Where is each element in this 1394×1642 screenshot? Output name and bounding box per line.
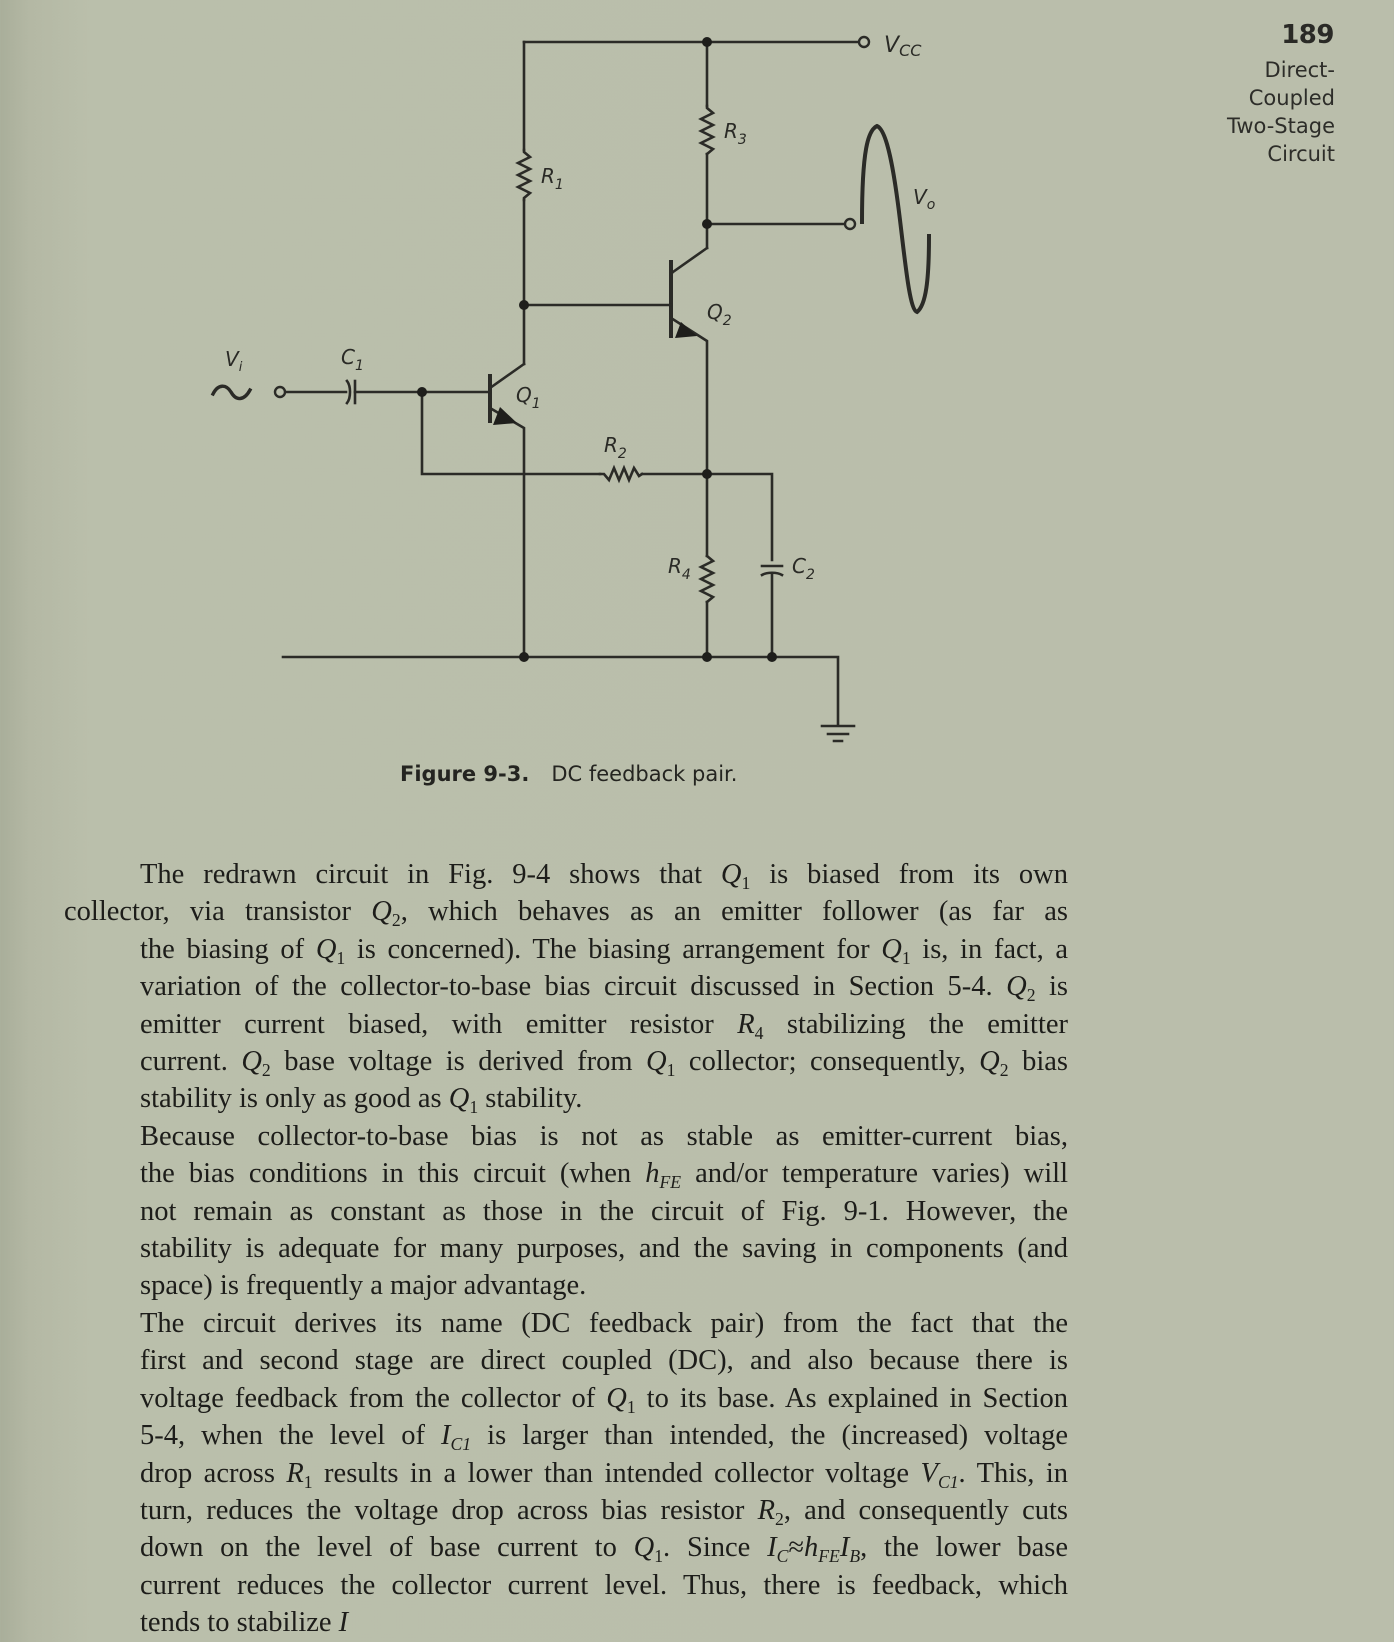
text-line: Because collector-to-base bias is not as stable as emitter-current bias,	[140, 1120, 1068, 1152]
text-line: space) is frequently a major advantage.	[140, 1270, 587, 1302]
paragraph-1	[64, 856, 1068, 1118]
text-line: first and second stage are direct coupled (DC), and also because there is	[140, 1345, 1068, 1377]
running-head-line: Coupled	[1248, 86, 1335, 110]
text-line: the biasing of $Q_1$ is concerned). The biasing arrangement for $Q_1$ is, in fact, a	[140, 933, 1068, 968]
text-line: emitter current biased, with emitter resistor $R_4$ stabilizing the emitter	[140, 1008, 1068, 1043]
text-line: current reduces the collector current level. Thus, there is feedback, which	[140, 1569, 1068, 1601]
c1-label: $C_1$	[341, 345, 364, 374]
junction-dot	[702, 469, 712, 479]
r1-label: $R_1$	[541, 164, 564, 193]
q1-emitter-arrow	[493, 407, 517, 425]
ground-symbol	[822, 726, 854, 741]
text-line: stability is adequate for many purposes, and the saving in components (and	[140, 1233, 1068, 1265]
vi-label: $V_i$	[225, 347, 243, 375]
text-line: drop across $R_1$ results in a lower than intended collector voltage $V_{C1}$. This, in	[140, 1457, 1069, 1492]
q2-collector	[671, 248, 707, 274]
junction-dot	[767, 652, 777, 662]
r2-resistor	[600, 468, 642, 480]
text-line: not remain as constant as those in the circuit of Fig. 9-1. However, the	[140, 1195, 1068, 1227]
text-line: current. $Q_2$ base voltage is derived from $Q_1$ collector; consequently, $Q_2$ bias	[140, 1046, 1068, 1081]
q2-emitter-arrow	[675, 322, 697, 338]
r4-label: $R_4$	[668, 554, 691, 583]
text-line: The redrawn circuit in Fig. 9-4 shows that $Q_1$ is biased from its own	[140, 859, 1068, 894]
text-line: stability is only as good as $Q_1$ stability.	[140, 1083, 583, 1118]
running-head-line: Direct-	[1264, 58, 1335, 82]
text-line: down on the level of base current to $Q_1$. Since $I_C\approx h_{FE}I_B$, the lower base	[140, 1532, 1068, 1567]
q2-emitter	[671, 318, 707, 474]
r4-resistor	[701, 556, 713, 602]
vcc-label: VCC	[884, 33, 922, 60]
q1-emitter	[490, 408, 524, 658]
r3-resistor	[701, 106, 713, 154]
junction-dot	[702, 37, 712, 47]
paragraph-2	[64, 1118, 1068, 1305]
paragraph-3	[64, 1305, 1068, 1642]
junction-dot	[702, 219, 712, 229]
text-line: collector, via transistor $Q_2$, which behaves as an emitter follower (as far as	[64, 896, 1068, 931]
vo-label: $V_o$	[913, 185, 936, 213]
junction-dot	[519, 652, 529, 662]
figure-caption	[400, 762, 737, 786]
vi-source-symbol	[213, 386, 250, 398]
text-line: turn, reduces the voltage drop across bias resistor $R_2$, and consequently cuts	[140, 1494, 1069, 1530]
c1-plate-left	[347, 381, 350, 403]
body-text	[64, 856, 1068, 1642]
vi-terminal	[275, 387, 285, 397]
text-line: 5-4, when the level of $I_{C1}$ is larger than intended, the (increased) voltage	[140, 1420, 1068, 1455]
base-feedback-wire	[422, 392, 600, 474]
q2-label: $Q_2$	[707, 300, 732, 329]
junction-dot	[702, 652, 712, 662]
c2-label: $C_2$	[792, 554, 815, 583]
text-line: tends to stabilize I	[140, 1607, 349, 1639]
text-line: variation of the collector-to-base bias circuit discussed in Section 5-4. $Q_2$ is	[140, 971, 1069, 1006]
circuit-diagram	[0, 0, 1394, 760]
page-number: 189	[1281, 20, 1334, 50]
running-head-line: Two-Stage	[1226, 114, 1335, 138]
vo-terminal	[845, 219, 855, 229]
q1-label: $Q_1$	[516, 383, 541, 412]
running-head-line: Circuit	[1267, 142, 1335, 166]
r2-label: $R_2$	[604, 433, 627, 462]
r3-label: $R_3$	[724, 119, 747, 148]
vcc-terminal	[859, 37, 869, 47]
figure-number: Figure 9-3.	[400, 762, 530, 786]
figure-caption-text: DC feedback pair.	[551, 762, 738, 786]
junction-dot	[519, 300, 529, 310]
text-line: voltage feedback from the collector of $Q_1$ to its base. As explained in Section	[140, 1382, 1068, 1417]
junction-dot	[417, 387, 427, 397]
vo-waveform	[862, 126, 929, 312]
text-line: The circuit derives its name (DC feedback pair) from the fact that the	[140, 1307, 1068, 1339]
r1-resistor	[518, 150, 530, 200]
ground-rail	[283, 657, 838, 725]
text-line: the bias conditions in this circuit (when $h_{FE}$ and/or temperature varies) will	[140, 1158, 1068, 1193]
